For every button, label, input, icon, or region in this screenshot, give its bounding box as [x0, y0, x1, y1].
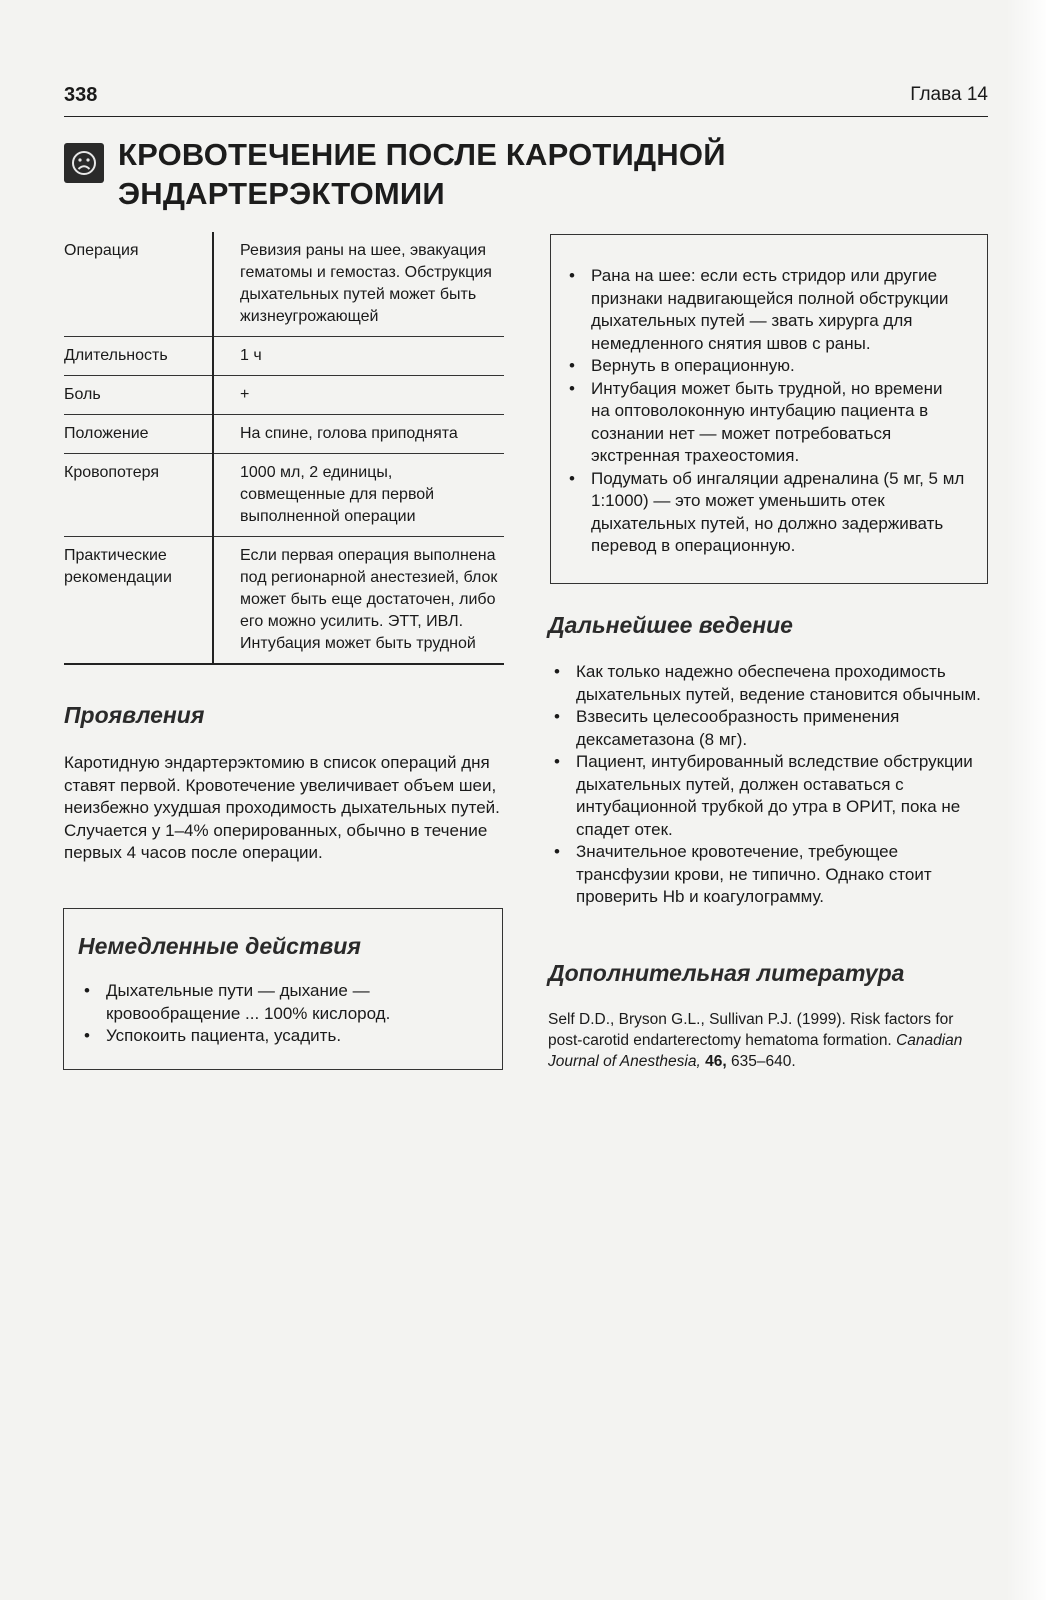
right-action-list	[563, 265, 965, 558]
row-value: 1 ч	[240, 347, 262, 364]
list-item: • Пациент, интубированный вследствие обструкции дыхательных путей, должен оставаться с интубационной трубкой до утра в ОРИТ, пока не спадет отек.	[548, 751, 988, 841]
list-item: • Рана на шее: если есть стридор или другие признаки надвигающейся полной обструкции дыхательных путей — звать хирурга для немедленного снятия швов с раны.	[563, 265, 965, 355]
immediate-actions-box	[63, 908, 503, 1070]
row-key: Длительность	[64, 337, 213, 376]
table-row	[64, 337, 504, 376]
page-edge-shadow	[1006, 0, 1046, 1600]
row-key: Положение	[64, 415, 213, 454]
further-management-heading: Дальнейшее ведение	[548, 612, 793, 638]
running-head	[64, 84, 988, 117]
further-management-list	[548, 661, 988, 909]
right-action-box	[550, 234, 988, 584]
section-title	[118, 135, 726, 213]
table-row	[64, 537, 504, 665]
row-value: +	[240, 386, 250, 403]
literature-heading: Дополнительная литература	[548, 960, 905, 986]
list-item: • Взвесить целесообразность применения дексаметазона (8 мг).	[548, 706, 988, 751]
table-row	[64, 232, 504, 337]
row-value: 1000 мл, 2 единицы, совмещенные для первой выполненной операции	[240, 464, 435, 525]
row-value: Если первая операция выполнена под регионарной анестезией, блок может быть еще достаточен, либо его можно усилить. ЭТТ, ИВЛ. Интубация может быть трудной	[240, 547, 498, 652]
chapter-label: Глава 14	[910, 84, 988, 105]
list-item: • Дыхательные пути — дыхание — кровообращение ... 100% кислород.	[78, 980, 488, 1025]
manifestations-text: Каротидную эндартерэктомию в список операций дня ставят первой. Кровотечение увеличивает объем шеи, неизбежно ухудшая проходимость дыхательных путей. Случается у 1–4% оперированных, обычно в течение первых 4 часов после операции.	[64, 753, 500, 862]
row-key: Практические рекомендации	[64, 537, 213, 665]
list-item: • Интубация может быть трудной, но времени на оптоволоконную интубацию пациента в сознании нет — может потребоваться экстренная трахеостомия.	[563, 378, 965, 468]
list-item: • Подумать об ингаляции адреналина (5 мг, 5 мл 1:1000) — это может уменьшить отек дыхательных путей, но должно задерживать перевод в операционную.	[563, 468, 965, 558]
literature-reference	[548, 1009, 988, 1072]
title-line-2: ЭНДАРТЕРЭКТОМИИ	[118, 176, 445, 211]
sad-face-icon	[64, 143, 104, 183]
list-item: • Значительное кровотечение, требующее трансфузии крови, не типично. Однако стоит проверить Hb и коагулограмму.	[548, 841, 988, 909]
list-item: • Успокоить пациента, усадить.	[78, 1025, 488, 1048]
row-value: На спине, голова приподнята	[240, 425, 458, 442]
table-row	[64, 454, 504, 537]
page-number: 338	[64, 84, 98, 106]
operation-info-table	[64, 232, 504, 665]
row-value: Ревизия раны на шее, эвакуация гематомы и гемостаз. Обструкция дыхательных путей может быть жизнеугрожающей	[240, 242, 492, 325]
title-line-1: КРОВОТЕЧЕНИЕ ПОСЛЕ КАРОТИДНОЙ	[118, 137, 726, 172]
manifestations-heading: Проявления	[64, 702, 205, 728]
row-key: Кровопотеря	[64, 454, 213, 537]
row-key: Боль	[64, 376, 213, 415]
immediate-actions-list	[78, 980, 488, 1048]
reference-pages: 635–640.	[731, 1053, 796, 1070]
list-item: • Вернуть в операционную.	[563, 355, 965, 378]
table-row	[64, 415, 504, 454]
row-key: Операция	[64, 232, 213, 337]
list-item: • Как только надежно обеспечена проходимость дыхательных путей, ведение становится обычным.	[548, 661, 988, 706]
reference-authors: Self D.D., Bryson G.L., Sullivan P.J. (1999). Risk factors for post-carotid endarterectomy hematoma formation.	[548, 1011, 954, 1049]
immediate-actions-heading: Немедленные действия	[78, 933, 361, 959]
reference-volume: 46,	[705, 1053, 727, 1070]
reference-journal: Canadian Journal of Anesthesia,	[548, 1032, 963, 1070]
table-row	[64, 376, 504, 415]
